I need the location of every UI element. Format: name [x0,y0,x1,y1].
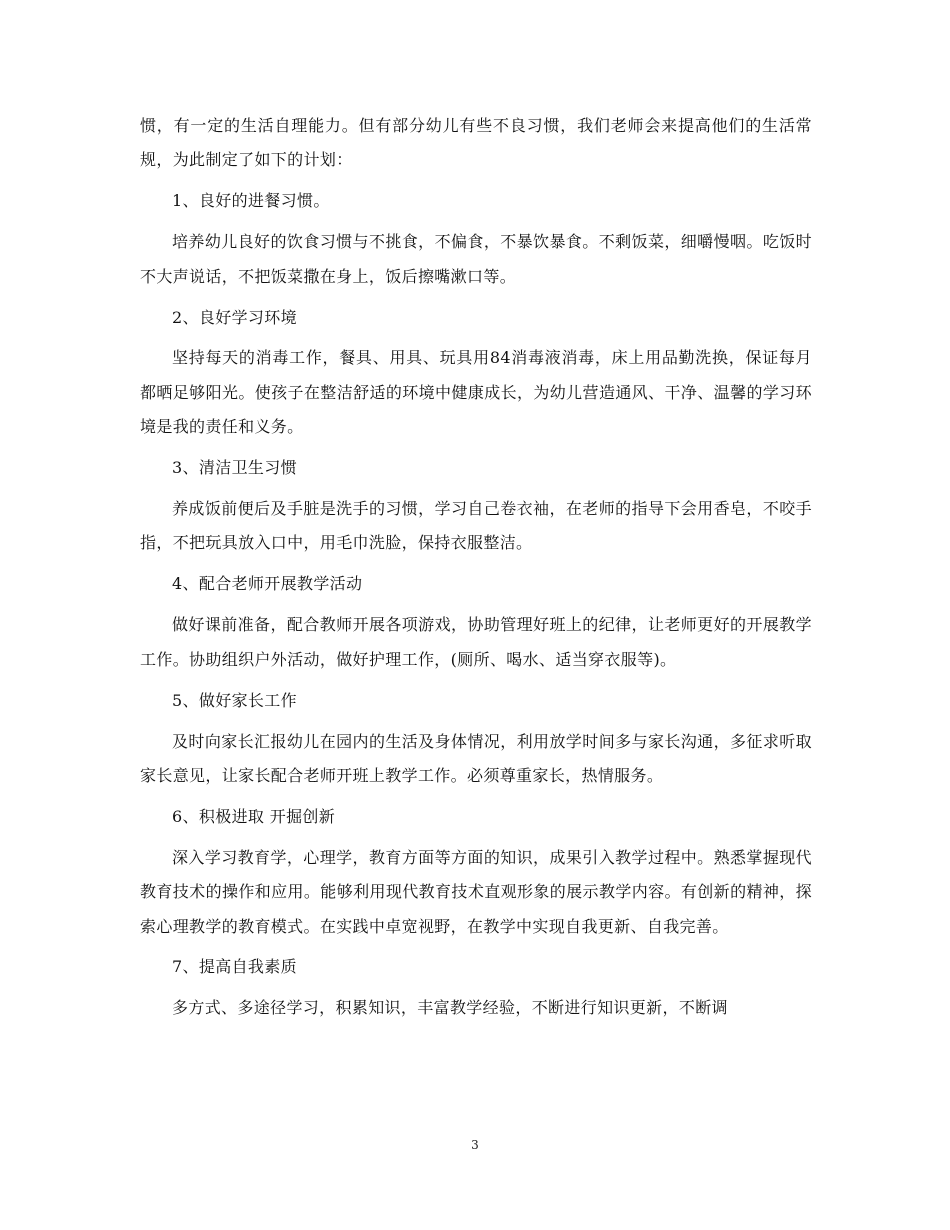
section-heading-4: 4、配合老师开展教学活动 [172,574,363,594]
page-number: 3 [471,1138,479,1152]
document-body [140,109,812,1032]
section-heading-2: 2、良好学习环境 [172,307,297,327]
paragraph-learning-environment: 坚持每天的消毒工作，餐具、用具、玩具用84消毒液消毒，床上用品勤洗换，保证每月都晒足够阳光。使孩子在整洁舒适的环境中健康成长，为幼儿营造通风、干净、温馨的学习环境是我的责任和义务。 [140,348,812,437]
section-heading-1: 1、良好的进餐习惯。 [172,191,330,211]
section-heading-6: 6、积极进取 开掘创新 [172,806,336,826]
section-heading-7: 7、提高自我素质 [172,957,297,977]
paragraph-hygiene-habits: 养成饭前便后及手脏是洗手的习惯，学习自己卷衣袖，在老师的指导下会用香皂，不咬手指，不把玩具放入口中，用毛巾洗脸，保持衣服整洁。 [140,499,812,553]
paragraph-dining-habits: 培养幼儿良好的饮食习惯与不挑食，不偏食，不暴饮暴食。不剩饭菜，细嚼慢咽。吃饭时不大声说话，不把饭菜撒在身上，饭后擦嘴漱口等。 [140,232,812,286]
paragraph-teaching-support: 做好课前准备，配合教师开展各项游戏，协助管理好班上的纪律，让老师更好的开展教学工作。协助组织户外活动，做好护理工作，(厕所、喝水、适当穿衣服等)。 [140,615,812,669]
paragraph-innovation: 深入学习教育学，心理学，教育方面等方面的知识，成果引入教学过程中。熟悉掌握现代教育技术的操作和应用。能够利用现代教育技术直观形象的展示教学内容。有创新的精神，探索心理教学的教育模式。在实践中卓宽视野，在教学中实现自我更新、自我完善。 [140,847,812,936]
paragraph-continuation: 惯，有一定的生活自理能力。但有部分幼儿有些不良习惯，我们老师会来提高他们的生活常规，为此制定了如下的计划： [140,116,812,170]
paragraph-parent-work: 及时向家长汇报幼儿在园内的生活及身体情况，利用放学时间多与家长沟通，多征求听取家长意见，让家长配合老师开班上教学工作。必须尊重家长，热情服务。 [140,731,812,785]
paragraph-self-improvement: 多方式、多途径学习，积累知识，丰富教学经验，不断进行知识更新，不断调 [172,998,728,1018]
section-heading-3: 3、清洁卫生习惯 [172,458,297,478]
section-heading-5: 5、做好家长工作 [172,690,297,710]
